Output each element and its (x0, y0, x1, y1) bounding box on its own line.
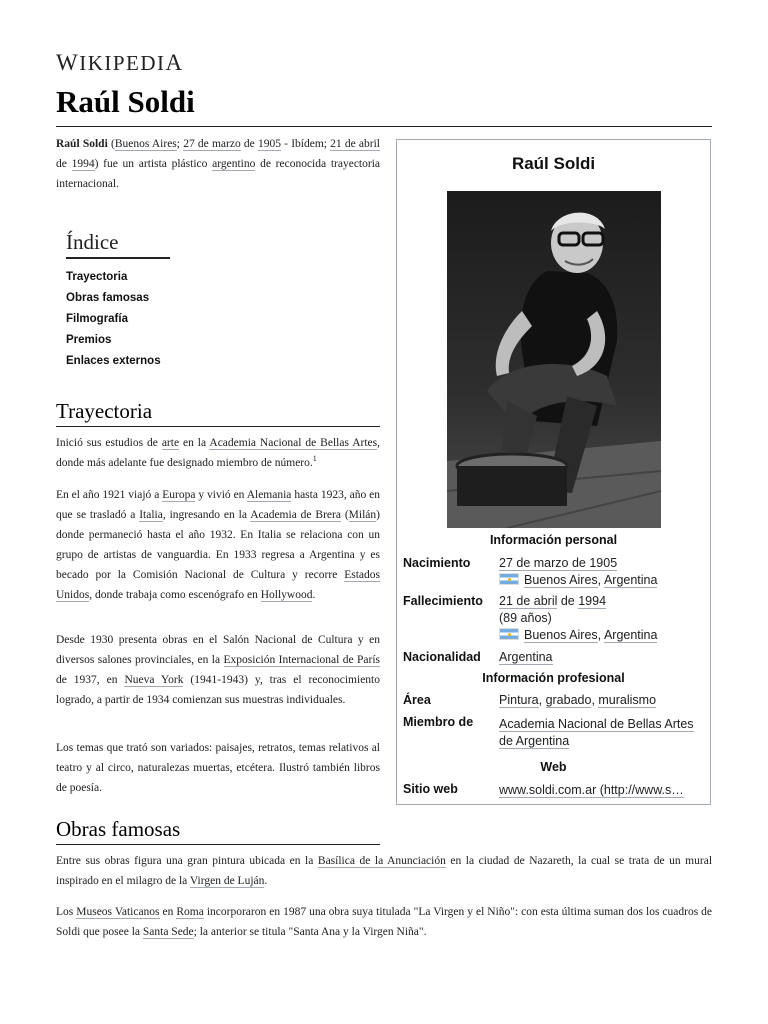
text: . (264, 875, 268, 887)
death-age: (89 años) (499, 611, 552, 625)
text: de reconocida trayectoria internacional. (56, 158, 380, 190)
link-academia-brera[interactable]: Academia de Brera (250, 509, 341, 521)
text: , ingresando en la (162, 509, 251, 521)
text: en (159, 906, 177, 918)
link-milan[interactable]: Milán (348, 509, 377, 521)
value-nationality (499, 649, 704, 666)
lead-paragraph (56, 134, 380, 194)
text: (1941-1943) y, tras el reconocimiento logrado, a partir de 1934 comienzan sus muestras individuales. (56, 674, 380, 706)
text: y vivió en (195, 489, 247, 501)
trayectoria-paragraph-1 (56, 433, 380, 473)
text: - Ibídem; (280, 138, 331, 150)
infobox-section-personal: Información personal (489, 533, 618, 547)
argentina-flag-icon (499, 573, 519, 585)
link-museos-vaticanos[interactable]: Museos Vaticanos (76, 906, 160, 918)
link-birth-day[interactable]: 27 de marzo (183, 138, 241, 150)
reference-link[interactable]: 1 (312, 454, 317, 464)
value-death: 21 de abril de 1994 (89 años) Buenos Aires, Argentina (499, 594, 658, 642)
infobox-section-professional: Información profesional (482, 671, 625, 685)
link-hollywood[interactable]: Hollywood (260, 589, 313, 601)
logo-letter: A (165, 50, 184, 75)
page-title: Raúl Soldi (56, 84, 195, 119)
text: en la (179, 437, 210, 449)
text: Desde 1930 presenta obras en el Salón Nacional de Cultura y en diversos salones provinciales, en la (56, 634, 380, 666)
infobox (396, 139, 711, 805)
infobox-section-web: Web (540, 760, 567, 774)
link-birth-country[interactable]: Argentina (603, 573, 658, 587)
link-death-day[interactable]: 21 de abril (330, 138, 380, 150)
link-basilica-anunciacion[interactable]: Basílica de la Anunciación (317, 855, 446, 867)
link-academia-bellas-artes[interactable]: Academia Nacional de Bellas Artes (209, 437, 378, 449)
infobox-title: Raúl Soldi (511, 154, 596, 173)
link-grabado[interactable]: grabado (545, 693, 592, 707)
toc-item-filmografia[interactable]: Filmografía (66, 313, 128, 325)
link-italia[interactable]: Italia (139, 509, 163, 521)
label-website: Sitio web (403, 782, 458, 796)
text: ; (176, 138, 184, 150)
link-death-day[interactable]: 21 de abril (499, 594, 558, 608)
text: ( (340, 509, 349, 521)
value-birth: 27 de marzo de 1905 Buenos Aires, Argentina (499, 556, 658, 587)
link-roma[interactable]: Roma (176, 906, 204, 918)
link-birth-city[interactable]: Buenos Aires (524, 573, 598, 587)
obras-paragraph-1 (56, 851, 712, 891)
text: incorporaron en 1987 una obra suya titulada "La Virgen y el Niño": con esta última suman dos los cuadros de Soldi que posee la (56, 906, 713, 938)
text: de (240, 138, 258, 150)
link-santa-sede[interactable]: Santa Sede (142, 926, 194, 938)
link-website[interactable]: www.soldi.com.ar (http://www.s… (499, 783, 684, 797)
argentina-flag-icon (499, 628, 519, 640)
obras-paragraph-2 (56, 902, 712, 942)
toc-item-enlaces-externos[interactable]: Enlaces externos (66, 355, 161, 367)
link-buenos-aires[interactable]: Buenos Aires (114, 138, 177, 150)
text: de (56, 158, 72, 170)
link-birth-date[interactable]: 27 de marzo de 1905 (499, 556, 618, 570)
value-area: Pintura, grabado, muralismo (499, 693, 657, 707)
text: En el año 1921 viajó a (56, 489, 163, 501)
link-arte[interactable]: arte (161, 437, 180, 449)
subject-name: Raúl Soldi (56, 138, 108, 150)
trayectoria-paragraph-4: Los temas que trató son variados: paisajes, retratos, temas relativos al teatro y al circo, naturalezas muertas, etcétera. Ilustró también libros de poesía. (56, 742, 380, 794)
text: . (312, 589, 316, 601)
trayectoria-paragraph-3 (56, 630, 380, 710)
link-birth-year[interactable]: 1905 (257, 138, 281, 150)
link-nationality[interactable]: Argentina (499, 650, 553, 664)
link-death-country[interactable]: Argentina (603, 628, 658, 642)
link-exposicion-paris[interactable]: Exposición Internacional de París (223, 654, 381, 666)
text: Entre sus obras figura una gran pintura ubicada en la (56, 855, 318, 867)
toc-heading: Índice (66, 230, 170, 259)
text: , donde más adelante fue designado miembro de número. (56, 437, 380, 469)
label-nationality: Nacionalidad (403, 650, 481, 664)
wikipedia-logo[interactable] (56, 50, 184, 76)
link-argentino[interactable]: argentino (212, 158, 256, 170)
link-academia-nacional[interactable]: Academia Nacional de Bellas Artes de Argentina (499, 717, 694, 748)
text: ) fue un artista plástico (94, 158, 213, 170)
link-death-city[interactable]: Buenos Aires (524, 628, 598, 642)
toc-item-trayectoria[interactable]: Trayectoria (66, 271, 128, 283)
toc-item-premios[interactable]: Premios (66, 334, 112, 346)
label-area: Área (403, 693, 431, 707)
trayectoria-paragraph-2 (56, 485, 380, 605)
value-website (499, 782, 704, 799)
link-muralismo[interactable]: muralismo (598, 693, 657, 707)
text: ) donde permaneció hasta el año 1932. En Italia se relaciona con un grupo de artistas de vanguardia. En 1933 regresa a Argentina y es becado por la Comisión Nacional de Cultura y recorre (56, 509, 380, 581)
link-alemania[interactable]: Alemania (246, 489, 292, 501)
label-member: Miembro de (403, 715, 474, 729)
text: de 1937, en (56, 674, 125, 686)
link-death-year[interactable]: 1994 (71, 158, 95, 170)
value-member (499, 716, 704, 750)
title-divider (56, 126, 712, 127)
link-estados-unidos[interactable]: Estados Unidos (56, 569, 380, 601)
link-virgen-lujan[interactable]: Virgen de Luján (189, 875, 265, 887)
text: Inició sus estudios de (56, 437, 162, 449)
link-europa[interactable]: Europa (162, 489, 196, 501)
portrait-photo-graphic (447, 191, 661, 528)
link-nueva-york[interactable]: Nueva York (124, 674, 184, 686)
text: hasta 1923, año en que se trasladó a (56, 489, 380, 521)
section-heading-trayectoria: Trayectoria (56, 399, 380, 427)
text: de (557, 594, 579, 608)
text: , donde trabaja como escenógrafo en (89, 589, 261, 601)
link-death-year[interactable]: 1994 (578, 594, 607, 608)
logo-letter: W (56, 50, 80, 75)
text: ; la anterior se titula "Santa Ana y la Virgen Niña". (193, 926, 427, 938)
table-of-contents (66, 230, 176, 372)
logo-letters: IKIPEDI (79, 51, 166, 75)
label-death: Fallecimiento (403, 594, 483, 608)
section-heading-obras-famosas: Obras famosas (56, 817, 380, 845)
link-pintura[interactable]: Pintura (499, 693, 539, 707)
portrait-photo[interactable] (447, 191, 661, 528)
label-birth: Nacimiento (403, 556, 471, 570)
text: ( (107, 138, 115, 150)
toc-item-obras-famosas[interactable]: Obras famosas (66, 292, 150, 304)
text: Los (56, 906, 77, 918)
text: en la ciudad de Nazareth, la cual se trata de un mural inspirado en el milagro de la (56, 855, 713, 887)
